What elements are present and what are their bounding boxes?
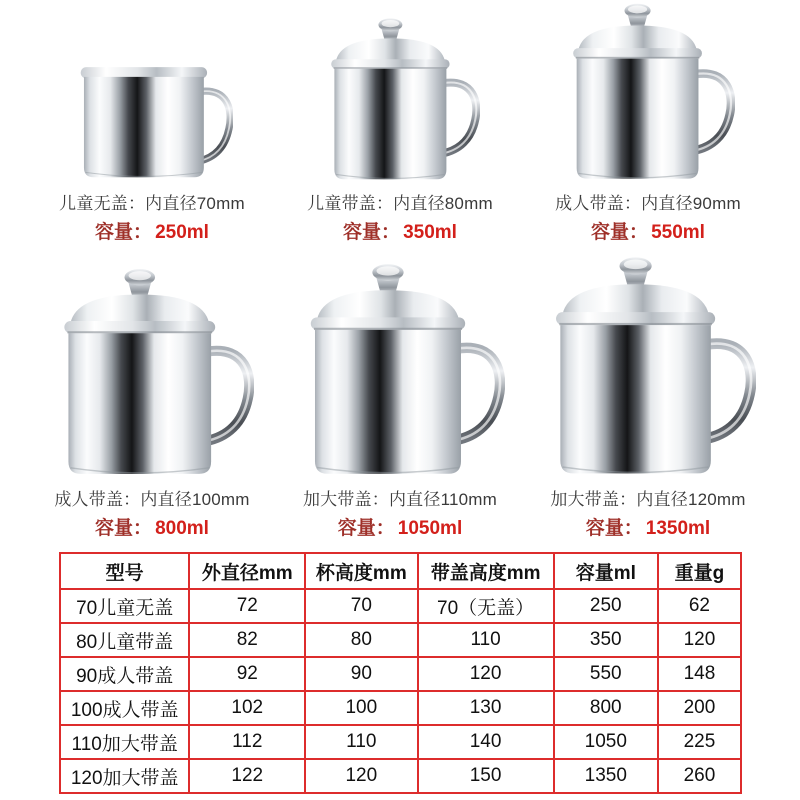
cell-capacity: 350 [554,623,658,657]
product-name: 加大带盖：内直径120mm [550,490,746,509]
cell-capacity: 1350 [554,759,658,793]
product-mug-110 [276,246,524,542]
cell-outer-diameter: 102 [189,691,305,725]
cell-cup-height: 120 [305,759,417,793]
cell-cup-height: 80 [305,623,417,657]
mug-photo-with-lid [561,1,735,184]
product-caption [550,485,745,540]
capacity-value: 1050ml [397,518,463,539]
product-name: 成人带盖：内直径100mm [54,490,250,509]
mug-photo-with-lid [541,254,756,480]
product-mug-90 [524,0,772,246]
cell-weight: 260 [658,759,741,793]
cell-lid-height: 110 [418,623,554,657]
cell-outer-diameter: 82 [189,623,305,657]
cell-weight: 120 [658,623,741,657]
cell-outer-diameter: 122 [189,759,305,793]
cell-cup-height: 70 [305,589,417,623]
cell-capacity: 1050 [554,725,658,759]
capacity-value: 350ml [403,222,457,243]
mug-photo-with-lid [296,261,505,480]
product-mug-120 [524,246,772,542]
product-capacity [555,217,741,244]
cell-cup-height: 100 [305,691,417,725]
mug-photo-with-lid [50,266,254,480]
cell-weight: 62 [658,589,741,623]
cell-capacity: 250 [554,589,658,623]
capacity-value: 550ml [651,222,705,243]
product-caption [303,485,497,540]
cell-cup-height: 110 [305,725,417,759]
cell-lid-height: 150 [418,759,554,793]
product-row-bottom [0,246,800,542]
product-capacity [550,513,745,540]
cell-lid-height: 140 [418,725,554,759]
cell-lid-height: 70（无盖） [418,589,554,623]
cell-model: 110加大带盖 [60,725,189,759]
cell-model: 100成人带盖 [60,691,189,725]
product-caption [307,189,493,244]
spec-row-120 [60,759,741,793]
product-capacity [54,513,249,540]
cell-model: 80儿童带盖 [60,623,189,657]
header-weight: 重量g [658,553,741,589]
spec-row-110 [60,725,741,759]
capacity-value: 250ml [155,222,209,243]
cell-model: 70儿童无盖 [60,589,189,623]
cell-cup-height: 90 [305,657,417,691]
product-caption [555,189,741,244]
spec-table [59,552,742,794]
mug-photo-with-lid [320,16,480,184]
cell-outer-diameter: 92 [189,657,305,691]
product-capacity [303,513,497,540]
cell-lid-height: 120 [418,657,554,691]
product-caption [54,485,249,540]
spec-row-100 [60,691,741,725]
product-name: 儿童无盖：内直径70mm [59,194,245,213]
spec-header-row [60,553,741,589]
header-cup-height: 杯高度mm [305,553,417,589]
spec-row-80 [60,623,741,657]
spec-row-90 [60,657,741,691]
cell-weight: 200 [658,691,741,725]
cell-capacity: 550 [554,657,658,691]
product-capacity [59,217,245,244]
product-name: 成人带盖：内直径90mm [555,194,741,213]
header-model: 型号 [60,553,189,589]
capacity-label: 容量： [95,518,153,539]
capacity-label: 容量： [337,518,395,539]
spec-row-70 [60,589,741,623]
product-capacity [307,217,493,244]
capacity-value: 1350ml [645,518,711,539]
cell-outer-diameter: 72 [189,589,305,623]
capacity-label: 容量： [585,518,643,539]
cell-model: 120加大带盖 [60,759,189,793]
capacity-label: 容量： [343,222,401,243]
product-mug-80 [276,0,524,246]
capacity-value: 800ml [155,518,209,539]
header-capacity: 容量ml [554,553,658,589]
cell-capacity: 800 [554,691,658,725]
product-name: 加大带盖：内直径110mm [302,490,498,509]
header-outer-diameter: 外直径mm [189,553,305,589]
cell-weight: 225 [658,725,741,759]
cell-outer-diameter: 112 [189,725,305,759]
header-lid-height: 带盖高度mm [418,553,554,589]
product-row-top [0,0,800,246]
product-caption [59,189,245,244]
product-mug-100 [28,246,276,542]
cell-lid-height: 130 [418,691,554,725]
product-name: 儿童带盖：内直径80mm [307,194,493,213]
cell-weight: 148 [658,657,741,691]
cell-model: 90成人带盖 [60,657,189,691]
capacity-label: 容量： [95,222,153,243]
capacity-label: 容量： [591,222,649,243]
mug-photo-no-lid [71,62,233,184]
product-mug-70 [28,0,276,246]
